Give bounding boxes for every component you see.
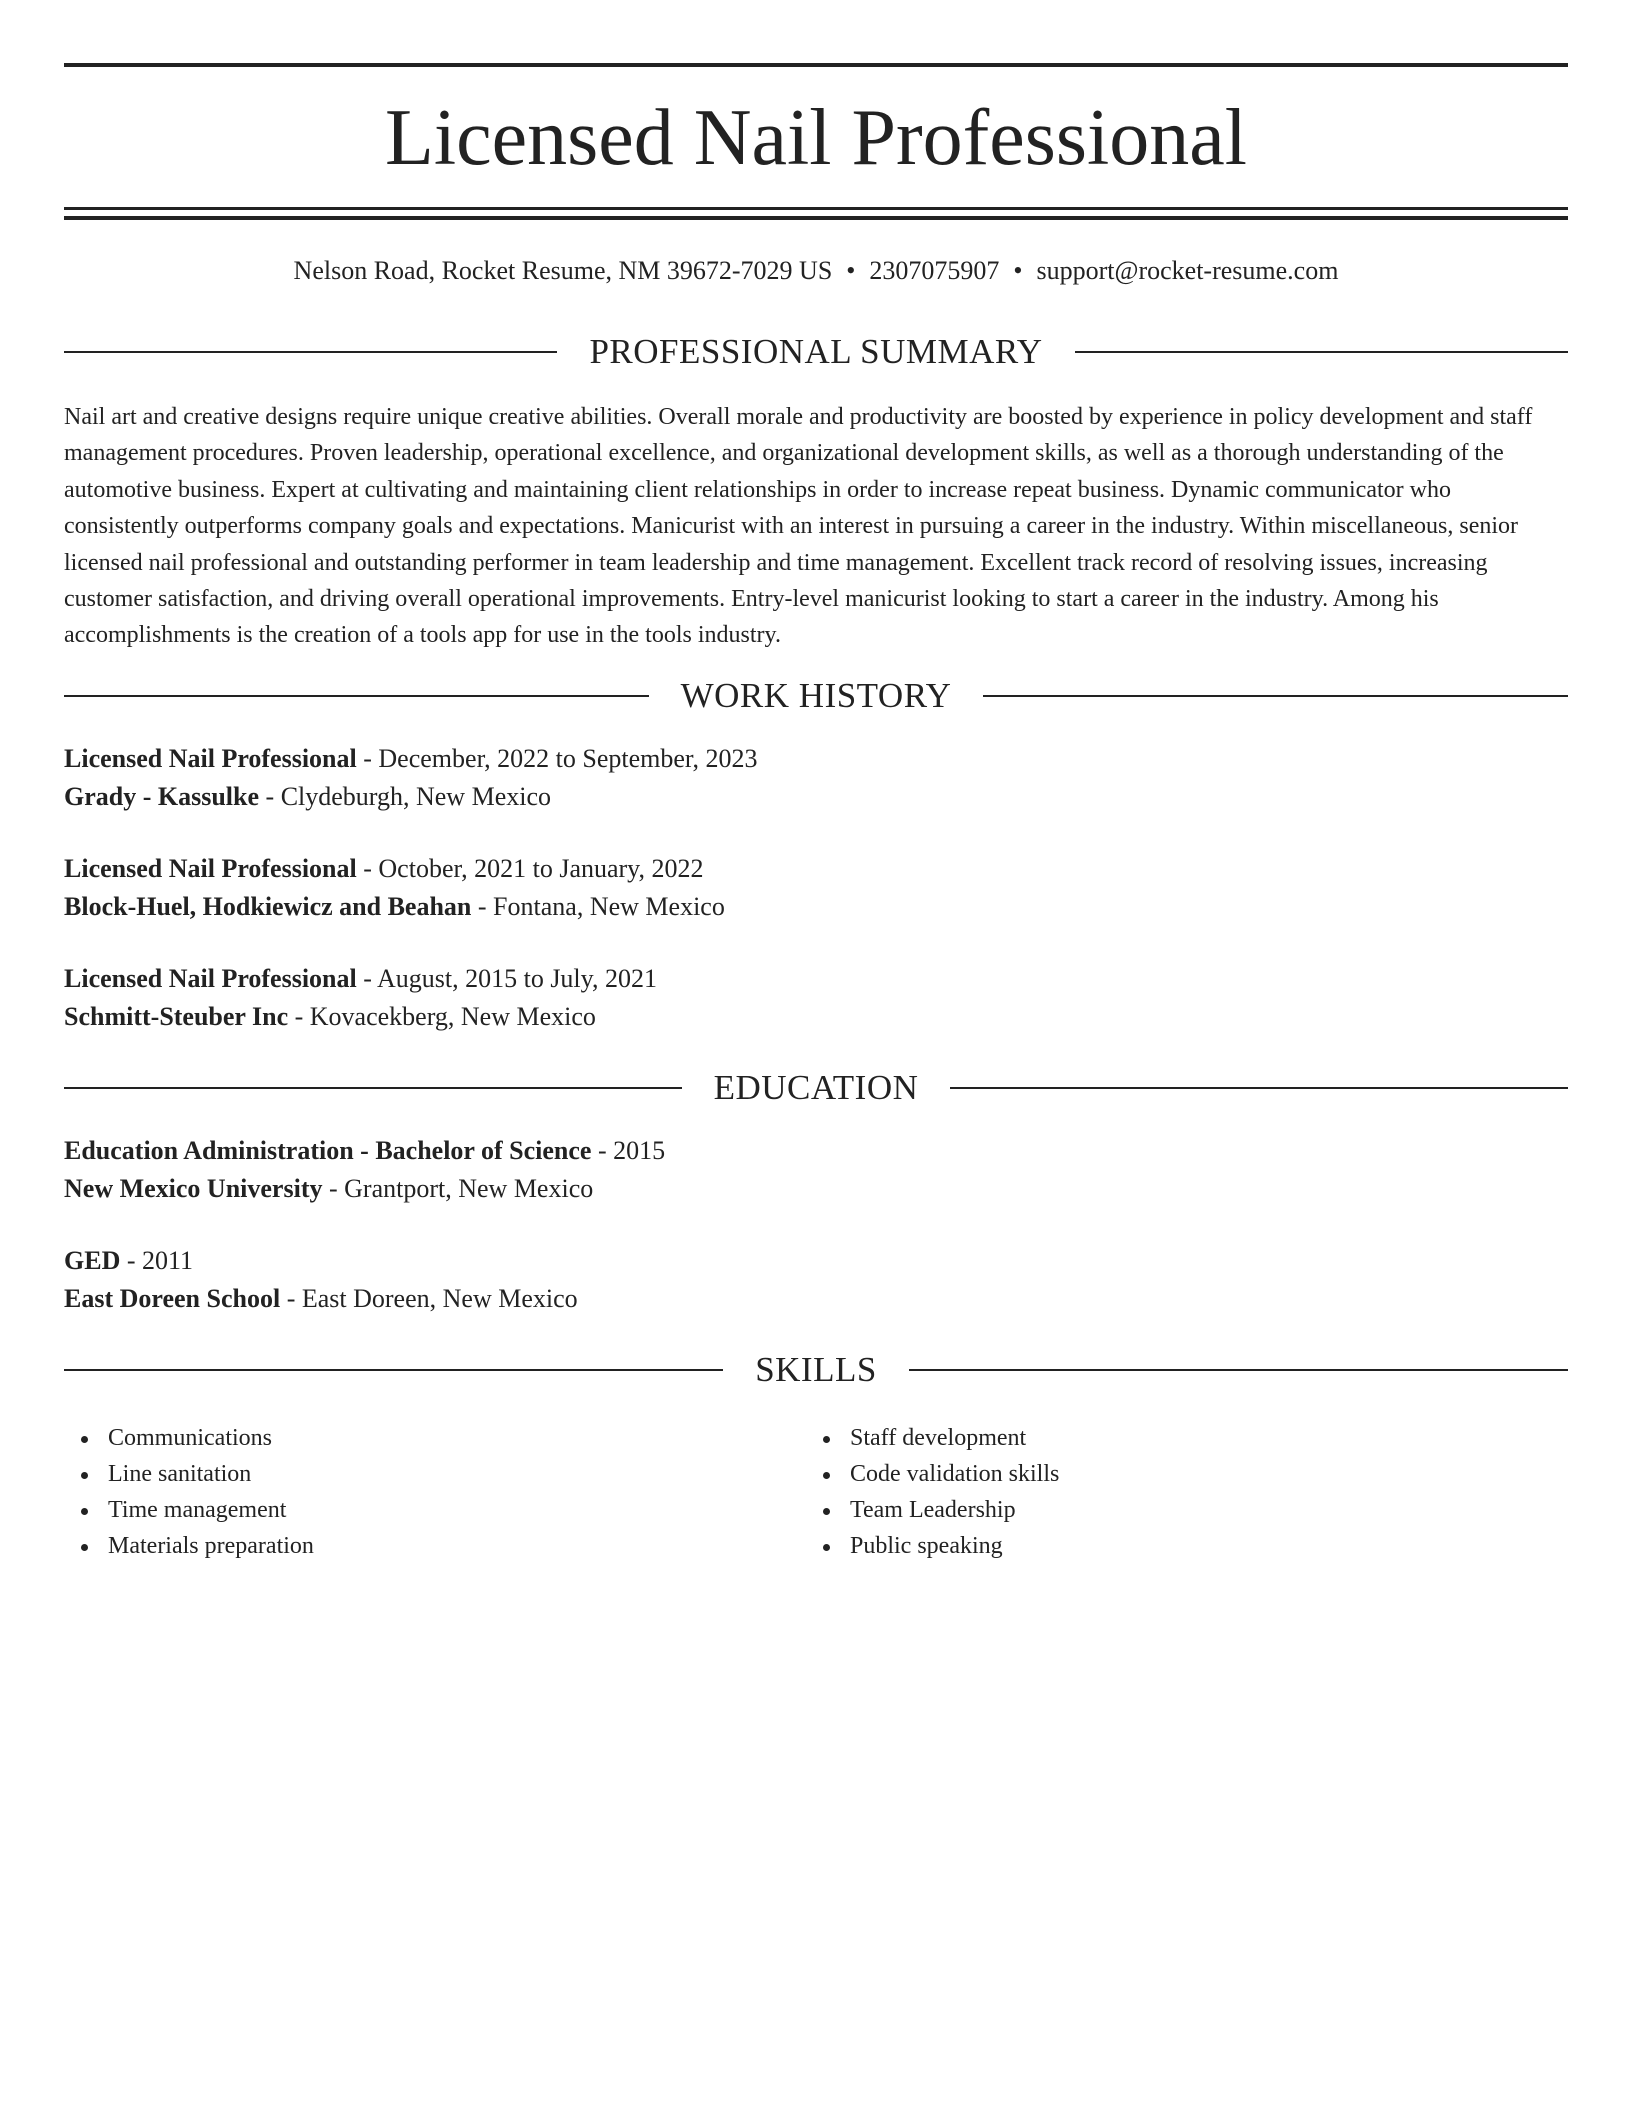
skill-item: Line sanitation: [64, 1456, 806, 1492]
job-location: - Fontana, New Mexico: [477, 892, 725, 921]
contact-email[interactable]: support@rocket-resume.com: [1036, 256, 1339, 285]
skill-item: Time management: [64, 1492, 806, 1528]
job-title-line: [64, 960, 1568, 998]
work-entry-3: [64, 960, 1568, 1036]
job-dates: - August, 2015 to July, 2021: [363, 964, 657, 993]
heading-rule-right: [909, 1369, 1568, 1371]
heading-rule-left: [64, 695, 649, 697]
education-entry-2: [64, 1242, 1568, 1318]
job-company: Schmitt-Steuber Inc: [64, 1002, 289, 1031]
top-rule: [64, 63, 1568, 67]
education-entry-1: [64, 1132, 1568, 1208]
skills-heading: [64, 1348, 1568, 1392]
job-company: Grady - Kassulke: [64, 782, 260, 811]
job-location: - Clydeburgh, New Mexico: [265, 782, 551, 811]
skills-column-right: [806, 1420, 1548, 1564]
school-location: - East Doreen, New Mexico: [286, 1284, 578, 1313]
degree-year: - 2015: [597, 1136, 666, 1165]
job-title: Licensed Nail Professional: [64, 744, 357, 773]
heading-rule-left: [64, 351, 557, 353]
heading-rule-right: [1075, 351, 1568, 353]
job-title: Licensed Nail Professional: [64, 854, 357, 883]
job-company-line: [64, 778, 1568, 816]
skills-list: [64, 1420, 1568, 1564]
heading-rule-left: [64, 1087, 682, 1089]
contact-separator: •: [1013, 256, 1023, 285]
degree: Education Administration - Bachelor of Science: [64, 1136, 592, 1165]
work-history-heading: [64, 674, 1568, 718]
heading-rule-right: [950, 1087, 1568, 1089]
skill-item: Code validation skills: [806, 1456, 1548, 1492]
skill-item: Team Leadership: [806, 1492, 1548, 1528]
contact-address: Nelson Road, Rocket Resume, NM 39672-7029 US: [293, 256, 833, 285]
job-company-line: [64, 888, 1568, 926]
skill-item: Staff development: [806, 1420, 1548, 1456]
degree-year: - 2011: [126, 1246, 194, 1275]
heading-rule-left: [64, 1369, 723, 1371]
job-company: Block-Huel, Hodkiewicz and Beahan: [64, 892, 472, 921]
school: New Mexico University: [64, 1174, 323, 1203]
degree-line: [64, 1242, 1568, 1280]
skills-column-left: [64, 1420, 806, 1564]
degree: GED: [64, 1246, 121, 1275]
job-company-line: [64, 998, 1568, 1036]
job-title-line: [64, 850, 1568, 888]
contact-line: [64, 253, 1568, 289]
work-history-heading-label: WORK HISTORY: [680, 676, 952, 715]
resume-title: Licensed Nail Professional: [385, 94, 1247, 182]
title-double-rule: [64, 207, 1568, 220]
school: East Doreen School: [64, 1284, 281, 1313]
school-line: [64, 1170, 1568, 1208]
school-line: [64, 1280, 1568, 1318]
work-entry-2: [64, 850, 1568, 926]
job-dates: - October, 2021 to January, 2022: [363, 854, 704, 883]
work-entry-1: [64, 740, 1568, 816]
school-location: - Grantport, New Mexico: [328, 1174, 594, 1203]
job-title-line: [64, 740, 1568, 778]
summary-text: Nail art and creative designs require unique creative abilities. Overall morale and productivity are boosted by experience in policy development and staff management procedures. Proven leadership, operational excellence, and organizational development skills, as well as a thorough understanding of the automotive business. Expert at cultivating and maintaining client relationships in order to increase repeat business. Dynamic communicator who consistently outperforms company goals and expectations. Manicurist with an interest in pursuing a career in the industry. Within miscellaneous, senior licensed nail professional and outstanding performer in team leadership and time management. Excellent track record of resolving issues, increasing customer satisfaction, and driving overall operational improvements. Entry-level manicurist looking to start a career in the industry. Among his accomplishments is the creation of a tools app for use in the tools industry.: [64, 404, 1533, 649]
job-title: Licensed Nail Professional: [64, 964, 357, 993]
skill-item: Communications: [64, 1420, 806, 1456]
education-heading-label: EDUCATION: [713, 1068, 919, 1107]
degree-line: [64, 1132, 1568, 1170]
contact-separator: •: [846, 256, 856, 285]
job-dates: - December, 2022 to September, 2023: [363, 744, 758, 773]
education-heading: [64, 1066, 1568, 1110]
skills-heading-label: SKILLS: [755, 1350, 877, 1389]
skill-item: Public speaking: [806, 1528, 1548, 1564]
summary-heading-label: PROFESSIONAL SUMMARY: [589, 332, 1043, 371]
job-location: - Kovacekberg, New Mexico: [294, 1002, 596, 1031]
skill-item: Materials preparation: [64, 1528, 806, 1564]
heading-rule-right: [983, 695, 1568, 697]
summary-heading: [64, 330, 1568, 374]
contact-phone[interactable]: 2307075907: [869, 256, 1000, 285]
